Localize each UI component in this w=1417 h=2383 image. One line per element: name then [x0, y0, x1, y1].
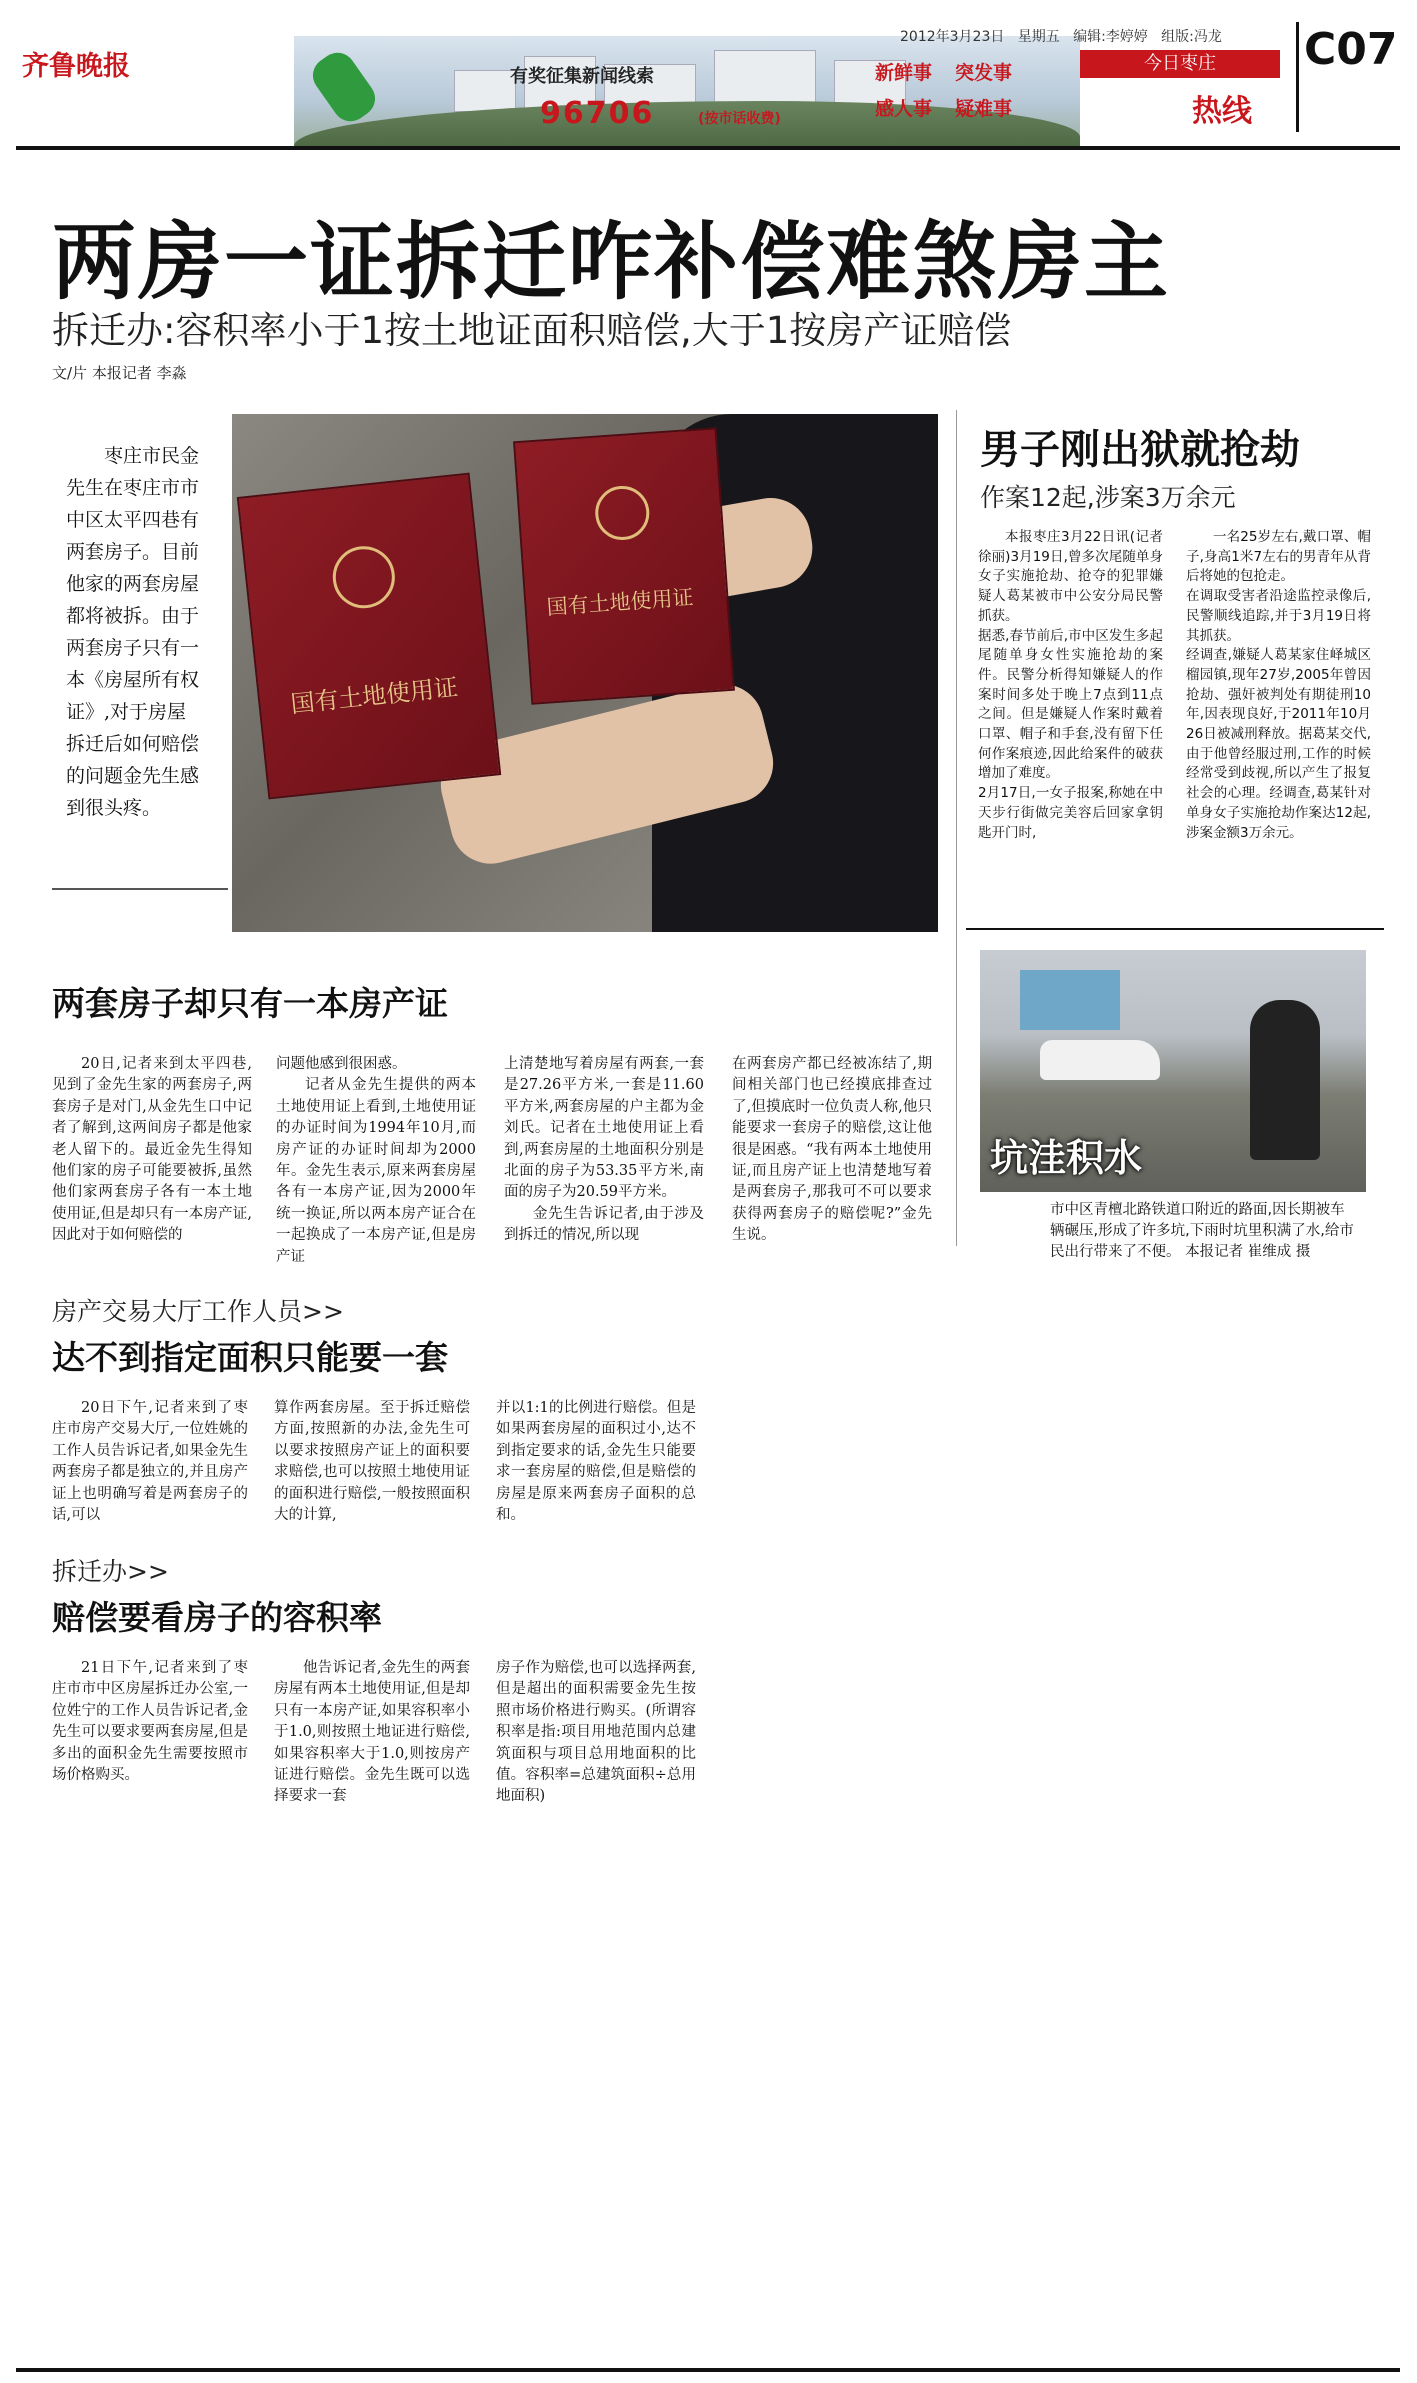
article-column: [504, 1054, 704, 1247]
article-column: [732, 1054, 932, 1247]
hotline-label: 有奖征集新闻线索: [510, 66, 654, 87]
certificate-title: 国有土地使用证: [545, 585, 695, 620]
pub-layout: 组版:冯龙: [1161, 29, 1222, 45]
section-title: 达不到指定面积只能要一套: [52, 1338, 448, 1377]
pub-date: 2012年3月23日: [900, 29, 1005, 45]
section-kicker: 房产交易大厅工作人员>>: [52, 1297, 344, 1326]
article-column: [276, 1054, 476, 1268]
column-label: 热线: [1192, 94, 1252, 129]
pub-weekday: 星期五: [1017, 29, 1060, 45]
headline: 两房一证拆迁咋补偿难煞房主: [52, 213, 1171, 311]
page-number: C07: [1304, 24, 1398, 75]
column-divider: [956, 410, 957, 1246]
bottom-rule: [16, 2368, 1400, 2372]
photo-caption: 市中区青檀北路铁道口附近的路面,因长期被车辆碾压,形成了许多坑,下雨时坑里积满了水,给市民出行带来了不便。 本报记者 崔维成 摄: [1050, 1202, 1354, 1260]
news-tags: [875, 55, 1045, 127]
section-kicker: 拆迁办>>: [52, 1557, 169, 1586]
photo-title: 坑洼积水: [990, 1136, 1143, 1180]
byline: 文/片 本报记者 李淼: [52, 364, 187, 382]
top-rule: [16, 146, 1400, 150]
hotline-note: (按市话收费): [698, 111, 781, 127]
certificates-photo: [232, 414, 938, 932]
article-column: [496, 1658, 696, 1808]
paragraph: 20日下午,记者来到了枣庄市房产交易大厅,一位姓姚的工作人员告诉记者,如果金先生两套房子都是独立的,并且房产证上也明确写着是两套房子的话,可以: [52, 1400, 248, 1524]
newspaper-logo: 齐鲁晚报: [22, 51, 130, 82]
tag: 疑难事: [955, 98, 1013, 120]
paragraph: 21日下午,记者来到了枣庄市市中区房屋拆迁办公室,一位姓宁的工作人员告诉记者,金先生可以要求要两套房屋,但是多出的面积金先生需要按照市场价格购买。: [52, 1660, 248, 1784]
sidebar-subtitle: 作案12起,涉案3万余元: [980, 483, 1236, 512]
sidebar-column-2: 一名25岁左右,戴口罩、帽子,身高1米7左右的男青年从背后将她的包抢走。 在调取受害者沿途监控录像后,民警顺线追踪,并于3月19日将其抓获。 经调查,嫌疑人葛某家住峄城区榴园镇,现年27岁,2005年曾因抢劫、强奸被判处有期徒刑10年,因表现良好,于2011年10月26日被减刑释放。据葛某交代,由于他曾经服过刑,工作的时候经常受到歧视,所以产生了报复社会的心理。经调查,葛某针对单身女子实施抢劫作案达12起,涉案金额3万余元。: [1186, 529, 1371, 841]
publication-info: [900, 26, 1222, 46]
section-title: 两套房子却只有一本房产证: [52, 984, 448, 1023]
article-column: [52, 1054, 252, 1247]
divider: [1296, 22, 1299, 132]
paragraph: 记者从金先生提供的两本土地使用证上看到,土地使用证的办证时间为1994年10月,而房产证的办证时间却为2000年。金先生表示,原来两套房屋各有一本房产证,因为2000年统一换证,所以两本房产证合在一起换成了一本房产证,但是房产证: [276, 1077, 476, 1265]
section-title: 赔偿要看房子的容积率: [52, 1598, 382, 1637]
certificate-title: 国有土地使用证: [289, 673, 460, 719]
article-column: [52, 1658, 248, 1786]
sidebar-column-1: 本报枣庄3月22日讯(记者 徐丽)3月19日,曾多次尾随单身女子实施抢劫、抢夺的犯罪嫌疑人葛某被市中公安分局民警抓获。 据悉,春节前后,市中区发生多起尾随单身女性实施抢劫的案件。民警分析得知嫌疑人的作案时间多处于晚上7点到11点之间。但是嫌疑人作案时戴着口罩、帽子和手套,没有留下任何作案痕迹,因此给案件的破获增加了难度。 2月17日,一女子报案,称她在中天步行街做完美容后回家拿钥匙开门时,: [978, 529, 1163, 841]
lead-paragraph: 枣庄市民金先生在枣庄市市中区太平四巷有两套房子。目前他家的两套房屋都将被拆。由于两套房子只有一本《房屋所有权证》,对于房屋拆迁后如何赔偿的问题金先生感到很头疼。: [66, 445, 200, 819]
divider: [52, 888, 228, 890]
subheadline: 拆迁办:容积率小于1按土地证面积赔偿,大于1按房产证赔偿: [52, 309, 1012, 352]
paragraph: 问题他感到很困惑。: [276, 1056, 407, 1072]
article-column: [52, 1398, 248, 1526]
sidebar-title: 男子刚出狱就抢劫: [980, 427, 1300, 473]
paragraph: 他告诉记者,金先生的两套房屋有两本土地使用证,但是却只有一本房产证,如果容积率小于1.0,则按照土地证进行赔偿,如果容积率大于1.0,则按房产证进行赔偿。金先生既可以选择要求一套: [274, 1660, 470, 1805]
article-column: [496, 1398, 696, 1526]
section-label: 今日枣庄: [1080, 50, 1280, 78]
paragraph: 在两套房产都已经被冻结了,期间相关部门也已经摸底排查过了,但摸底时一位负责人称,他只能要求一套房子的赔偿,这让他很是困惑。“我有两本土地使用证,而且房产证上也清楚地写着是两套房子,那我可不可以要求获得两套房子的赔偿呢?”金先生说。: [732, 1056, 932, 1244]
paragraph: 房子作为赔偿,也可以选择两套,但是超出的面积需要金先生按照市场价格进行购买。(所谓容积率是指:项目用地范围内总建筑面积与项目总用地面积的比值。容积率=总建筑面积÷总用地面积): [496, 1660, 696, 1805]
tag: 新鲜事: [875, 62, 933, 84]
paragraph: 金先生告诉记者,由于涉及到拆迁的情况,所以现: [504, 1205, 704, 1244]
article-column: [274, 1658, 470, 1808]
hotline-number: 96706: [540, 96, 655, 131]
paragraph: 20日,记者来到太平四巷,见到了金先生家的两套房子,两套房子是对门,从金先生口中记者了解到,这两间房子都是他家老人留下的。最近金先生得知他们家的房子可能要被拆,虽然他们家两套房子各有一本土地使用证,但是却只有一本房产证,因此对于如何赔偿的: [52, 1056, 252, 1244]
paragraph: 上清楚地写着房屋有两套,一套是27.26平方米,一套是11.60平方米,两套房屋的户主都为金刘氏。记者在土地使用证上看到,两套房屋的土地面积分别是北面的房子为53.35平方米,南面的房子为20.59平方米。: [504, 1056, 704, 1201]
paragraph: 并以1:1的比例进行赔偿。但是如果两套房屋的面积过小,达不到指定要求的话,金先生只能要求一套房屋的赔偿,但是赔偿的房屋是原来两套房子面积的总和。: [496, 1400, 696, 1524]
pub-editor: 编辑:李婷婷: [1073, 29, 1148, 45]
pothole-photo: [980, 950, 1366, 1192]
paragraph: 算作两套房屋。至于拆迁赔偿方面,按照新的办法,金先生可以要求按照房产证上的面积要求赔偿,也可以按照土地使用证的面积进行赔偿,一般按照面积大的计算,: [274, 1400, 470, 1524]
tag: 感人事: [875, 98, 933, 120]
tag: 突发事: [955, 62, 1013, 84]
divider: [966, 928, 1384, 930]
article-column: [274, 1398, 470, 1526]
